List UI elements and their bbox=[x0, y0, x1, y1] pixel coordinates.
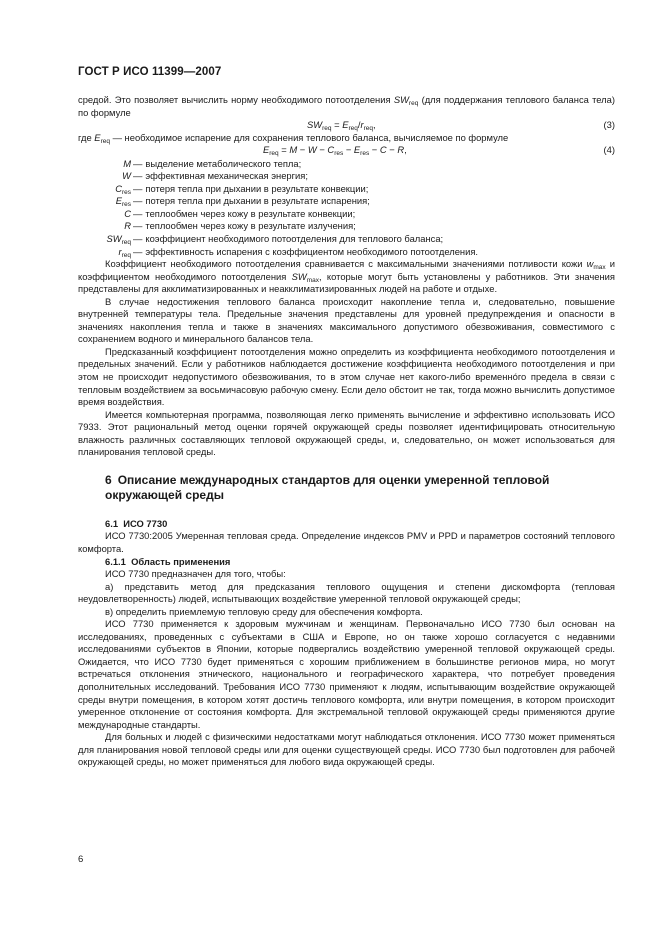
definition-dash: — bbox=[133, 220, 143, 232]
definition-symbol: $E_{res}$ bbox=[115, 195, 131, 209]
definition-item bbox=[78, 158, 615, 171]
definition-item bbox=[78, 208, 615, 221]
paragraph-coefficient bbox=[78, 258, 615, 296]
scope-item-a: а) представить метод для предсказания теплового ощущения и степени дискомфорта (тепловая неудовлетворенность) людей, испытывающих воздействие умеренной тепловой окружающей среды; bbox=[78, 580, 615, 605]
definition-text: теплообмен через кожу в результате излучения; bbox=[145, 220, 356, 232]
scope-item-b: в) определить приемлемую тепловую среду для обеспечения комфорта. bbox=[105, 605, 423, 617]
scope-paragraph-1: ИСО 7730 применяется к здоровым мужчинам и женщинам. Первоначально ИСО 7730 был основан на исследованиях, проведенных с субъектами в США и Европе, но он также хорошо согласуется с недавними исследованиями субъектов в Японии, которые подвергались воздействию умеренной тепловой окружающей среды. Ожидается, что ИСО 7730 будет применяться с хорошим приближением в большинстве регионов мира, но могут встречаться отклонения этнического, национального и географического характера, что потребует проведения дополнительных исследований. Требования ИСО 7730 применяют к людям, испытывающим воздействие окружающей среды внутри помещения, в котором хотят достичь теплового комфорта, или внутри помещения, в котором происходит умеренное отклонение от состояния комфорта. Для экстремальной тепловой окружающей среды применяются другие международные стандарты. bbox=[78, 618, 615, 730]
coef-sw-subscript: max bbox=[306, 276, 320, 284]
where-prefix: где bbox=[78, 131, 92, 143]
subsection-6-1-text: ИСО 7730:2005 Умеренная тепловая среда. Определение индексов PMV и PPD и параметров состояний теплового комфорта. bbox=[78, 530, 615, 554]
coef-text-b: и коэффициентом необходимого потоотделения bbox=[78, 258, 615, 282]
definition-dash: — bbox=[133, 233, 143, 245]
paragraph-insufficient-balance: В случае недостижения теплового баланса происходит накопление тепла и, следовательно, повышение внутренней температуры тела. Предельные значения представлены для уровней предупреждения и опасности в значениях накопления тепла и также в значениях максимального допустимого обезвоживания, совместимого с сохранением водного и минерального балансов тела. bbox=[78, 295, 615, 345]
scope-list bbox=[78, 581, 615, 619]
definitions-list bbox=[78, 158, 615, 258]
section-6-number: 6 bbox=[105, 472, 112, 487]
definition-symbol: M bbox=[123, 157, 131, 169]
formula-4 bbox=[78, 144, 615, 157]
subsection-6-1-1-heading bbox=[78, 556, 615, 569]
paragraph-computer-program: Имеется компьютерная программа, позволяющая легко применять вычисление и эффективно использовать ИСО 7933. Этот рациональный метод оценки горячей окружающей среды позволяет идентифицировать относительную влажность различных составляющих тепловой окружающей среды, и, следовательно, он может использоваться для планирования тепловой среды. bbox=[78, 408, 615, 458]
definition-symbol: $C_{res}$ bbox=[115, 182, 131, 196]
definition-dash: — bbox=[133, 195, 143, 207]
definition-symbol: W bbox=[122, 170, 131, 182]
intro-text-1: средой. Это позволяет вычислить норму необходимого потоотделения bbox=[78, 94, 394, 105]
document-header: ГОСТ Р ИСО 11399—2007 bbox=[78, 66, 222, 78]
where-text: — необходимое испарение для сохранения теплового баланса, вычисляемое по формуле bbox=[109, 131, 509, 143]
definition-dash: — bbox=[133, 207, 143, 219]
scope-paragraph-2: Для больных и людей с физическими недостатками могут наблюдаться отклонения. ИСО 7730 может применяться для планирования новой тепловой среды или для оценки существующей среды. ИСО 7730 был подготовлен для рабочей окружающей среды, но может применяться для любого вида окружающей среды. bbox=[78, 731, 615, 768]
definition-symbol: $SW_{req}$ bbox=[106, 233, 131, 247]
document-body bbox=[78, 94, 615, 769]
coef-w-subscript: max bbox=[593, 264, 606, 272]
definition-dash: — bbox=[133, 245, 143, 257]
where-line bbox=[78, 132, 615, 145]
formula-3-number: (3) bbox=[603, 119, 615, 131]
paragraph-predicted-sweat: Предсказанный коэффициент потоотделения можно определить из коэффициента необходимого потоотделения и предельных значений. Если у работников наблюдается достижение коэффициента необходимого потоотделения и при этом не происходит недопустимого обезвоживания, то в этом случае нет какого-либо временнóго предела в связи с тепловым воздействием за восьмичасовую рабочую смену. Если дело обстоит не так, тогда можно вычислить допустимое время воздействия. bbox=[78, 345, 615, 408]
definition-text: потеря тепла при дыхании в результате испарения; bbox=[145, 195, 370, 207]
page-number: 6 bbox=[78, 854, 84, 865]
definition-item bbox=[78, 220, 615, 233]
definition-item bbox=[78, 195, 615, 208]
definition-text: коэффициент необходимого потоотделения для теплового баланса; bbox=[145, 233, 444, 245]
coef-text-a: Коэффициент необходимого потоотделения сравнивается с максимальными значениями потливости кожи bbox=[105, 258, 587, 270]
subsection-6-1-heading bbox=[78, 518, 615, 531]
formula-4-expression: $E_{req} = M - W - C_{res} - E_{res} - C - R$, bbox=[263, 144, 407, 158]
subsection-6-1-title: ИСО 7730 bbox=[123, 517, 168, 529]
intro-text-2: (для поддержания теплового баланса тела) по формуле bbox=[78, 94, 615, 118]
definition-symbol: $r_{req}$ bbox=[118, 245, 131, 259]
subsection-6-1-number: 6.1 bbox=[105, 517, 119, 529]
definition-text: потеря тепла при дыхании в результате конвекции; bbox=[145, 182, 369, 194]
definition-text: теплообмен через кожу в результате конвекции; bbox=[145, 207, 356, 219]
intro-subscript: req bbox=[408, 100, 419, 107]
definition-item bbox=[78, 170, 615, 183]
definition-text: выделение метаболического тепла; bbox=[145, 157, 302, 169]
subsection-6-1-1-title: Область применения bbox=[131, 555, 231, 567]
definition-dash: — bbox=[133, 182, 143, 194]
definition-item bbox=[78, 233, 615, 246]
formula-3 bbox=[78, 119, 615, 132]
coef-sw-symbol: SW bbox=[291, 270, 307, 282]
intro-symbol: SW bbox=[393, 94, 409, 105]
formula-4-number: (4) bbox=[603, 144, 615, 156]
definition-item bbox=[78, 183, 615, 196]
intro-paragraph bbox=[78, 94, 615, 119]
formula-3-expression: $SW_{req} = E_{req}/r_{req}$, bbox=[307, 119, 376, 133]
definition-symbol: R bbox=[124, 220, 131, 232]
where-subscript: req bbox=[100, 137, 110, 145]
coef-w-symbol: w bbox=[586, 258, 594, 270]
section-6-title: Описание международных стандартов для оценки умеренной тепловой окружающей среды bbox=[105, 472, 550, 503]
definition-symbol: C bbox=[124, 207, 131, 219]
definition-text: эффективная механическая энергия; bbox=[145, 170, 308, 182]
scope-intro: ИСО 7730 предназначен для того, чтобы: bbox=[105, 568, 286, 580]
where-symbol: E bbox=[94, 131, 101, 143]
section-6-heading bbox=[78, 473, 615, 504]
definition-dash: — bbox=[133, 170, 143, 182]
definition-text: эффективность испарения с коэффициентом необходимого потоотделения. bbox=[145, 245, 479, 257]
definition-dash: — bbox=[133, 157, 143, 169]
coef-text-c: , которые могут быть установлены у работников. Эти значения представлены для акклиматизированных и неакклиматизированных людей на работе и отдыхе. bbox=[78, 270, 615, 295]
subsection-6-1-1-number: 6.1.1 bbox=[105, 555, 126, 567]
definition-item bbox=[78, 246, 615, 259]
